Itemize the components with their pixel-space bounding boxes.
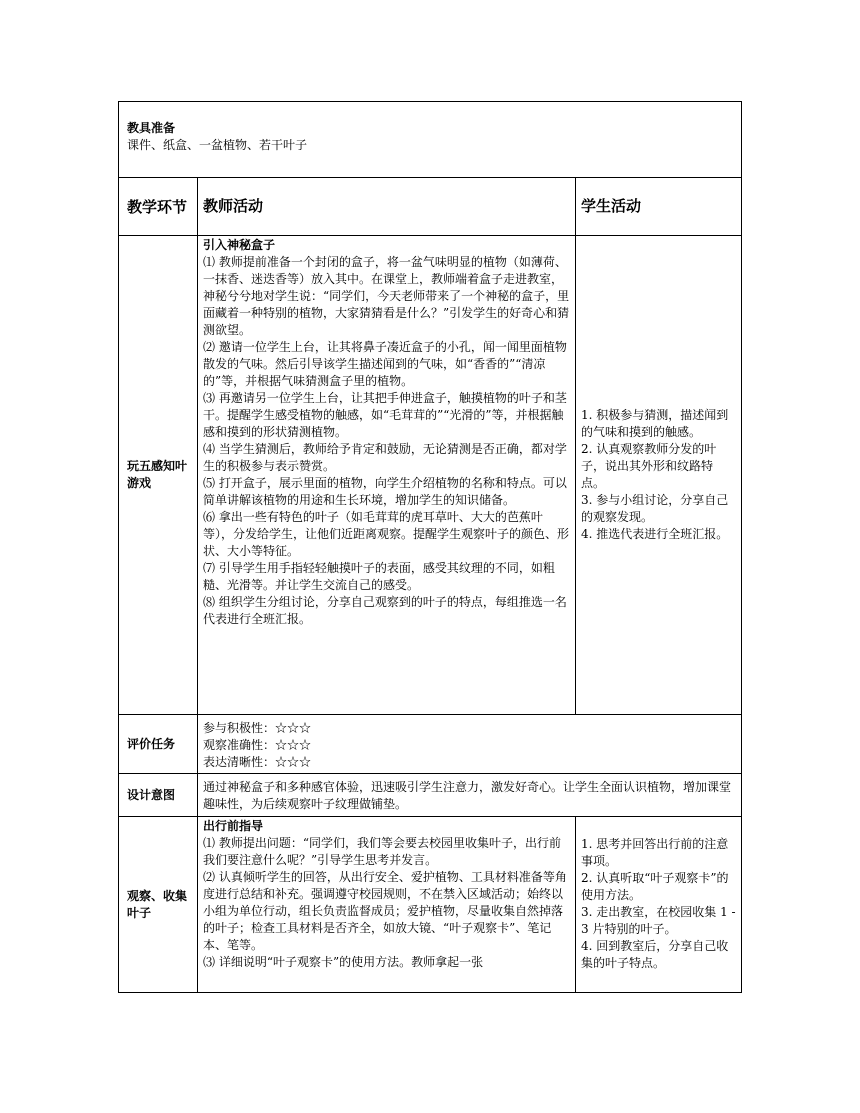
- teacher-step: ⑵ 邀请一位学生上台，让其将鼻子凑近盒子的小孔，闻一闻里面植物散发的气味。然后引导该学生描述闻到的气味，如“香香的”“清凉的”等，并根据气味猜测盒子里的植物。: [203, 340, 567, 388]
- prep-content: 课件、纸盒、一盆植物、若干叶子: [127, 138, 308, 152]
- student-step: 4. 回到教室后，分享自己收集的叶子特点。: [581, 939, 729, 970]
- student-step: 3. 参与小组讨论，分享自己的观察发现。: [581, 493, 729, 524]
- activity-title-1: 引入神秘盒子: [203, 238, 276, 252]
- design-label: 设计意图: [119, 774, 198, 817]
- student-step: 2. 认真观察教师分发的叶子，说出其外形和纹路特点。: [581, 442, 717, 490]
- stage-label-2: 观察、收集叶子: [119, 817, 198, 993]
- student-step: 2. 认真听取“叶子观察卡”的使用方法。: [581, 871, 729, 902]
- eval-row: [119, 715, 742, 774]
- teacher-step: ⑸ 打开盒子，展示里面的植物，向学生介绍植物的名称和特点。可以简单讲解该植物的用途和生长环境，增加学生的知识储备。: [203, 476, 567, 507]
- teacher-step: ⑶ 再邀请另一位学生上台，让其把手伸进盒子，触摸植物的叶子和茎干。提醒学生感受植物的触感，如“毛茸茸的”“光滑的”等，并根据触感和摸到的形状猜测植物。: [203, 391, 567, 439]
- stage-row-2: [119, 817, 742, 993]
- teacher-activity-2: [198, 817, 576, 993]
- eval-item: 参与积极性：☆☆☆: [203, 721, 312, 735]
- student-activity-2: [576, 817, 742, 993]
- header-stage: 教学环节: [119, 178, 198, 236]
- eval-label: 评价任务: [119, 715, 198, 774]
- student-step: 1. 思考并回答出行前的注意事项。: [581, 837, 729, 868]
- teacher-activity-1: [198, 236, 576, 715]
- teacher-step: ⑺ 引导学生用手指轻轻触摸叶子的表面，感受其纹理的不同，如粗糙、光滑等。并让学生交流自己的感受。: [203, 561, 555, 592]
- teacher-step: ⑴ 教师提前准备一个封闭的盒子，将一盆气味明显的植物（如薄荷、一抹香、迷迭香等）放入其中。在课堂上，教师端着盒子走进教室，神秘兮兮地对学生说：“同学们，今天老师带来了一个神秘的盒子，里面藏着一种特别的植物，大家猜猜看是什么？”引发学生的好奇心和猜测欲望。: [203, 255, 570, 337]
- eval-cell: [198, 715, 742, 774]
- activity-title-2: 出行前指导: [203, 819, 264, 833]
- teacher-step: ⑵ 认真倾听学生的回答，从出行安全、爱护植物、工具材料准备等角度进行总结和补充。强调遵守校园规则，不在禁入区域活动；始终以小组为单位行动，组长负责监督成员；爱护植物，尽量收集自然掉落的叶子；检查工具材料是否齐全，如放大镜、“叶子观察卡”、笔记本、笔等。: [203, 870, 567, 952]
- student-step: 3. 走出教室，在校园收集 1 - 3 片特别的叶子。: [581, 905, 736, 936]
- student-activity-1: [576, 236, 742, 715]
- teacher-step: ⑻ 组织学生分组讨论，分享自己观察到的叶子的特点，每组推选一名代表进行全班汇报。: [203, 595, 567, 626]
- design-content: 通过神秘盒子和多种感官体验，迅速吸引学生注意力，激发好奇心。让学生全面认识植物，增加课堂趣味性，为后续观察叶子纹理做铺垫。: [198, 774, 742, 817]
- teacher-step: ⑴ 教师提出问题：“同学们，我们等会要去校园里收集叶子，出行前我们要注意什么呢？”引导学生思考并发言。: [203, 836, 561, 867]
- lesson-plan-page: [118, 101, 741, 993]
- header-row: [119, 178, 742, 236]
- prep-title: 教具准备: [127, 121, 176, 135]
- student-step: 1. 积极参与猜测，描述闻到的气味和摸到的触感。: [581, 408, 729, 439]
- eval-item: 表达清晰性：☆☆☆: [203, 755, 312, 769]
- teacher-step: ⑹ 拿出一些有特色的叶子（如毛茸茸的虎耳草叶、大大的芭蕉叶等），分发给学生，让他们近距离观察。提醒学生观察叶子的颜色、形状、大小等特征。: [203, 510, 570, 558]
- stage-row-1: [119, 236, 742, 715]
- lesson-plan-table: [118, 101, 742, 993]
- header-teacher: 教师活动: [198, 178, 576, 236]
- teacher-step: ⑷ 当学生猜测后，教师给予肯定和鼓励，无论猜测是否正确，都对学生的积极参与表示赞赏。: [203, 442, 567, 473]
- prep-row: [119, 102, 742, 178]
- header-student: 学生活动: [576, 178, 742, 236]
- eval-item: 观察准确性：☆☆☆: [203, 738, 312, 752]
- student-step: 4. 推选代表进行全班汇报。: [581, 527, 729, 541]
- teacher-step: ⑶ 详细说明“叶子观察卡”的使用方法。教师拿起一张: [203, 955, 484, 969]
- prep-cell: [119, 102, 742, 178]
- design-row: [119, 774, 742, 817]
- stage-label-1: 玩五感知叶游戏: [119, 236, 198, 715]
